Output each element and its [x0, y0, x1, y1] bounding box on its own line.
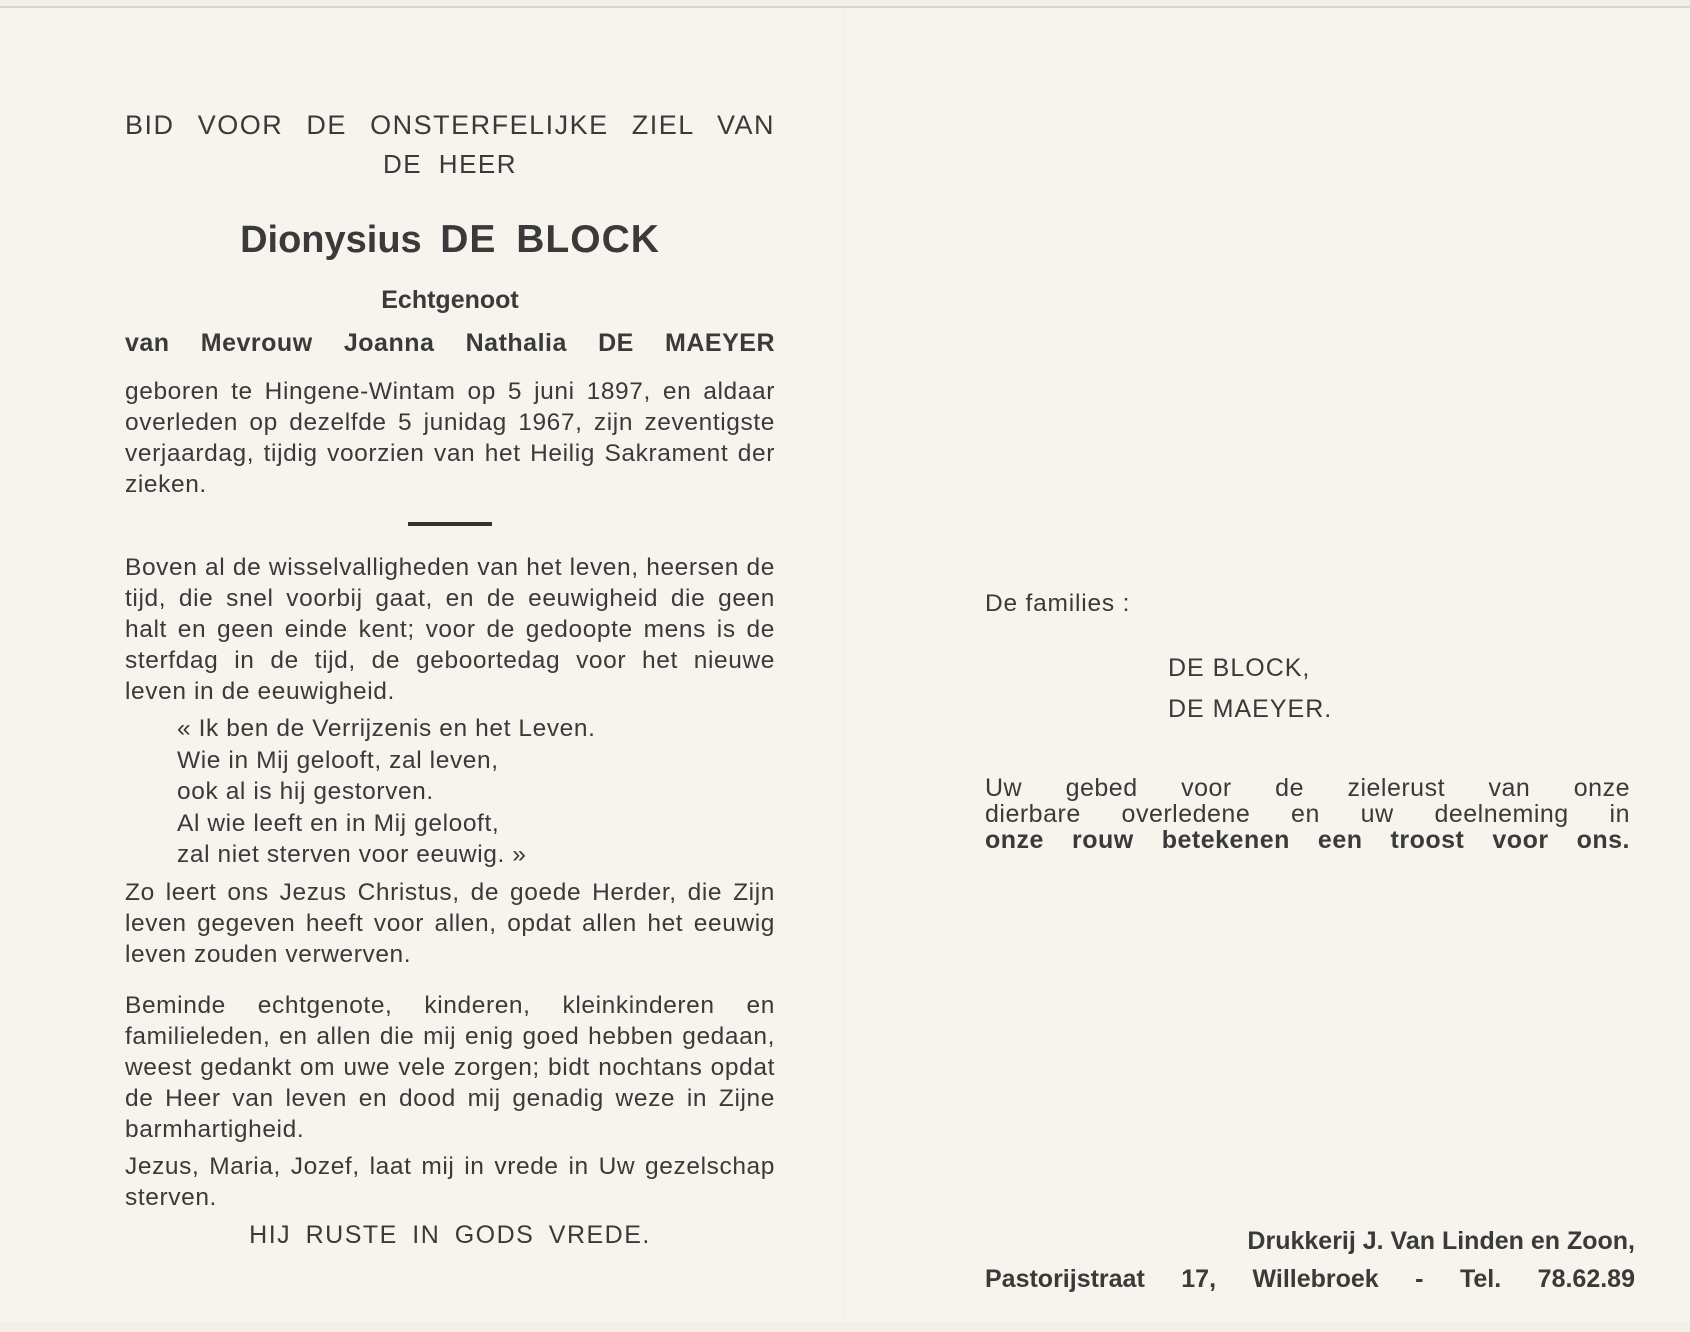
quote-line: zal niet sterven voor eeuwig. » — [177, 841, 527, 868]
families-label: De families : — [985, 590, 1131, 617]
thanks-line: onze rouw betekenen een troost voor ons. — [985, 826, 1630, 854]
farewell-paragraph: Beminde echtgenote, kinderen, kleinkinderen en familieleden, en allen die mij enig goed hebben gedaan, weest gedankt om uwe vele zorgen; bidt nochtans opdat de Heer van leven en dood mij genadig weze in Zijne barmhartigheid. — [125, 991, 775, 1143]
prayer-paragraph: Jezus, Maria, Jozef, laat mij in vrede in Uw gezelschap sterven. — [125, 1152, 775, 1211]
thanks-message — [985, 775, 1630, 853]
deceased-name — [125, 218, 775, 262]
deceased-surname: DE BLOCK — [440, 218, 660, 261]
thanks-line: dierbare overledene en uw deelneming in — [985, 800, 1630, 828]
scripture-quote — [125, 713, 775, 871]
card-top-edge — [0, 6, 1690, 8]
prayer-header: BID VOOR DE ONSTERFELIJKE ZIEL VAN — [125, 110, 775, 140]
family-names — [1168, 648, 1332, 730]
spouse-title: Echtgenoot — [381, 286, 519, 314]
quote-line: ook al is hij gestorven. — [177, 778, 434, 805]
thanks-line: Uw gebed voor de zielerust van onze — [985, 774, 1630, 802]
meditation-paragraph: Boven al de wisselvalligheden van het leven, heersen de tijd, die snel voorbij gaat, en de eeuwigheid die geen halt en geen einde kent; voor de gedoopte mens is de sterfdag in de tijd, de geboortedag voor het nieuwe leven in de eeuwigheid. — [125, 554, 775, 705]
family-name: DE MAEYER. — [1168, 695, 1333, 723]
spouse-name: van Mevrouw Joanna Nathalia DE MAEYER — [125, 329, 775, 357]
prayer-header-sub: DE HEER — [382, 149, 518, 179]
closing-line: HIJ RUSTE IN GODS VREDE. — [249, 1220, 651, 1249]
birth-death-paragraph: geboren te Hingene-Wintam op 5 juni 1897, en aldaar overleden op dezelfde 5 junidag 1967, zijn zeventigste verjaardag, tijdig voorzien van het Heilig Sakrament der zieken. — [125, 378, 775, 498]
divider — [408, 522, 492, 526]
deceased-first-name: Dionysius — [240, 219, 422, 261]
printer-name: Drukkerij J. Van Linden en Zoon, — [1247, 1227, 1635, 1255]
quote-source-paragraph: Zo leert ons Jezus Christus, de goede Herder, die Zijn leven gegeven heeft voor allen, opdat allen het eeuwig leven zouden verwerven. — [125, 878, 775, 968]
family-name: DE BLOCK, — [1168, 654, 1311, 682]
quote-line: Wie in Mij gelooft, zal leven, — [177, 746, 499, 774]
left-page — [125, 110, 775, 1250]
quote-line: « Ik ben de Verrijzenis en het Leven. — [177, 715, 596, 742]
printer-address: Pastorijstraat 17, Willebroek - Tel. 78.62.89 — [985, 1265, 1635, 1293]
printer-imprint — [985, 1222, 1635, 1298]
quote-line: Al wie leeft en in Mij gelooft, — [177, 809, 500, 837]
card-fold — [842, 8, 845, 1322]
